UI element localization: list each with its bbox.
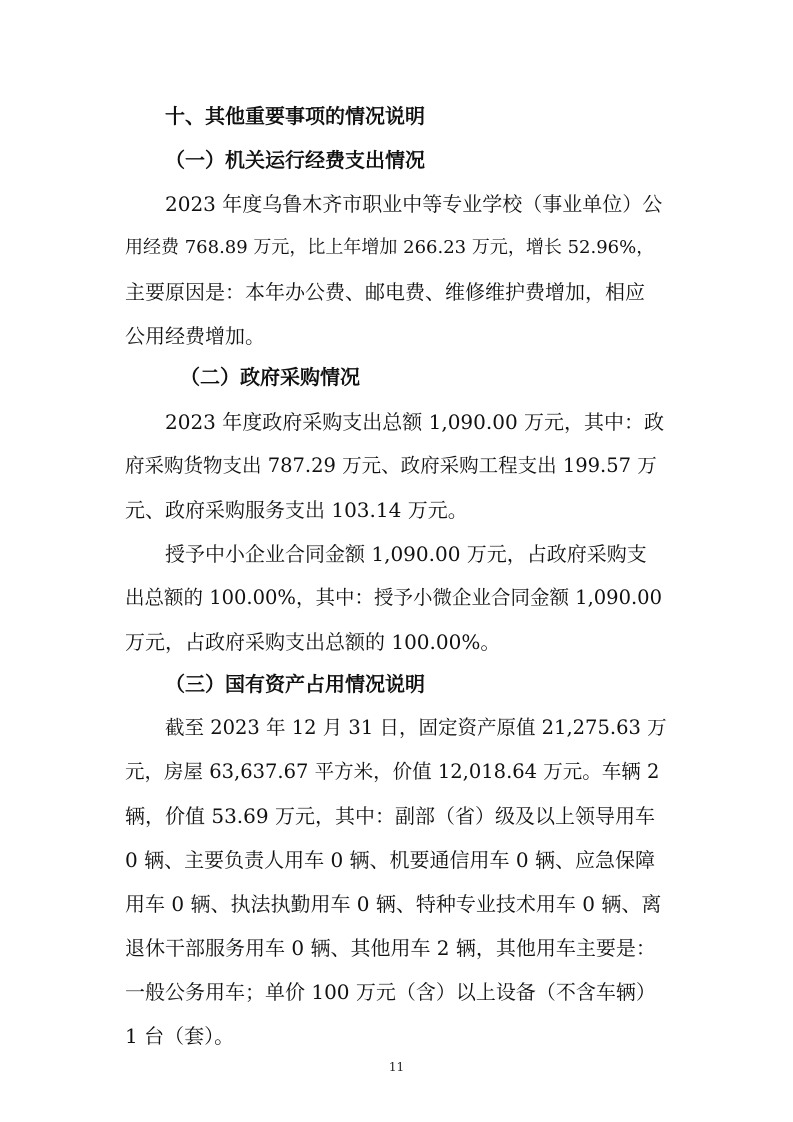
paragraph-line: 主要原因是：本年办公费、邮电费、维修维护费增加，相应 bbox=[125, 280, 645, 304]
subheading-state-assets: （三）国有资产占用情况说明 bbox=[165, 672, 425, 696]
paragraph-line: 府采购货物支出 787.29 万元、政府采购工程支出 199.57 万 bbox=[125, 454, 657, 477]
paragraph-line: 万元，占政府采购支出总额的 100.00%。 bbox=[125, 630, 501, 654]
paragraph-line: 退休干部服务用车 0 辆、其他用车 2 辆，其他用车主要是： bbox=[125, 936, 656, 960]
subheading-government-procurement: （二）政府采购情况 bbox=[180, 365, 360, 389]
paragraph-line: 辆，价值 53.69 万元，其中：副部（省）级及以上领导用车 bbox=[125, 804, 655, 828]
paragraph-line: 一般公务用车；单价 100 万元（含）以上设备（不含车辆） bbox=[125, 980, 656, 1004]
paragraph-line: 用经费 768.89 万元，比上年增加 266.23 万元，增长 52.96%， bbox=[125, 237, 655, 258]
paragraph-line: 1 台（套）。 bbox=[125, 1024, 235, 1048]
paragraph-line: 截至 2023 年 12 月 31 日，固定资产原值 21,275.63 万 bbox=[165, 716, 667, 739]
page-number: 11 bbox=[388, 1060, 405, 1074]
paragraph-line: 0 辆、主要负责人用车 0 辆、机要通信用车 0 辆、应急保障 bbox=[125, 848, 655, 872]
paragraph-line: 出总额的 100.00%，其中：授予小微企业合同金额 1,090.00 bbox=[125, 586, 662, 609]
subheading-operating-expenses: （一）机关运行经费支出情况 bbox=[165, 148, 425, 172]
section-heading: 十、其他重要事项的情况说明 bbox=[165, 104, 425, 128]
paragraph-line: 2023 年度政府采购支出总额 1,090.00 万元，其中：政 bbox=[165, 410, 665, 434]
paragraph-line: 用车 0 辆、执法执勤用车 0 辆、特种专业技术用车 0 辆、离 bbox=[125, 892, 662, 916]
paragraph-line: 2023 年度乌鲁木齐市职业中等专业学校（事业单位）公 bbox=[165, 192, 663, 216]
paragraph-line: 授予中小企业合同金额 1,090.00 万元，占政府采购支 bbox=[165, 542, 647, 566]
paragraph-line: 元、政府采购服务支出 103.14 万元。 bbox=[125, 498, 468, 522]
paragraph-line: 公用经费增加。 bbox=[125, 324, 265, 348]
paragraph-line: 元，房屋 63,637.67 平方米，价值 12,018.64 万元。车辆 2 bbox=[125, 760, 660, 783]
